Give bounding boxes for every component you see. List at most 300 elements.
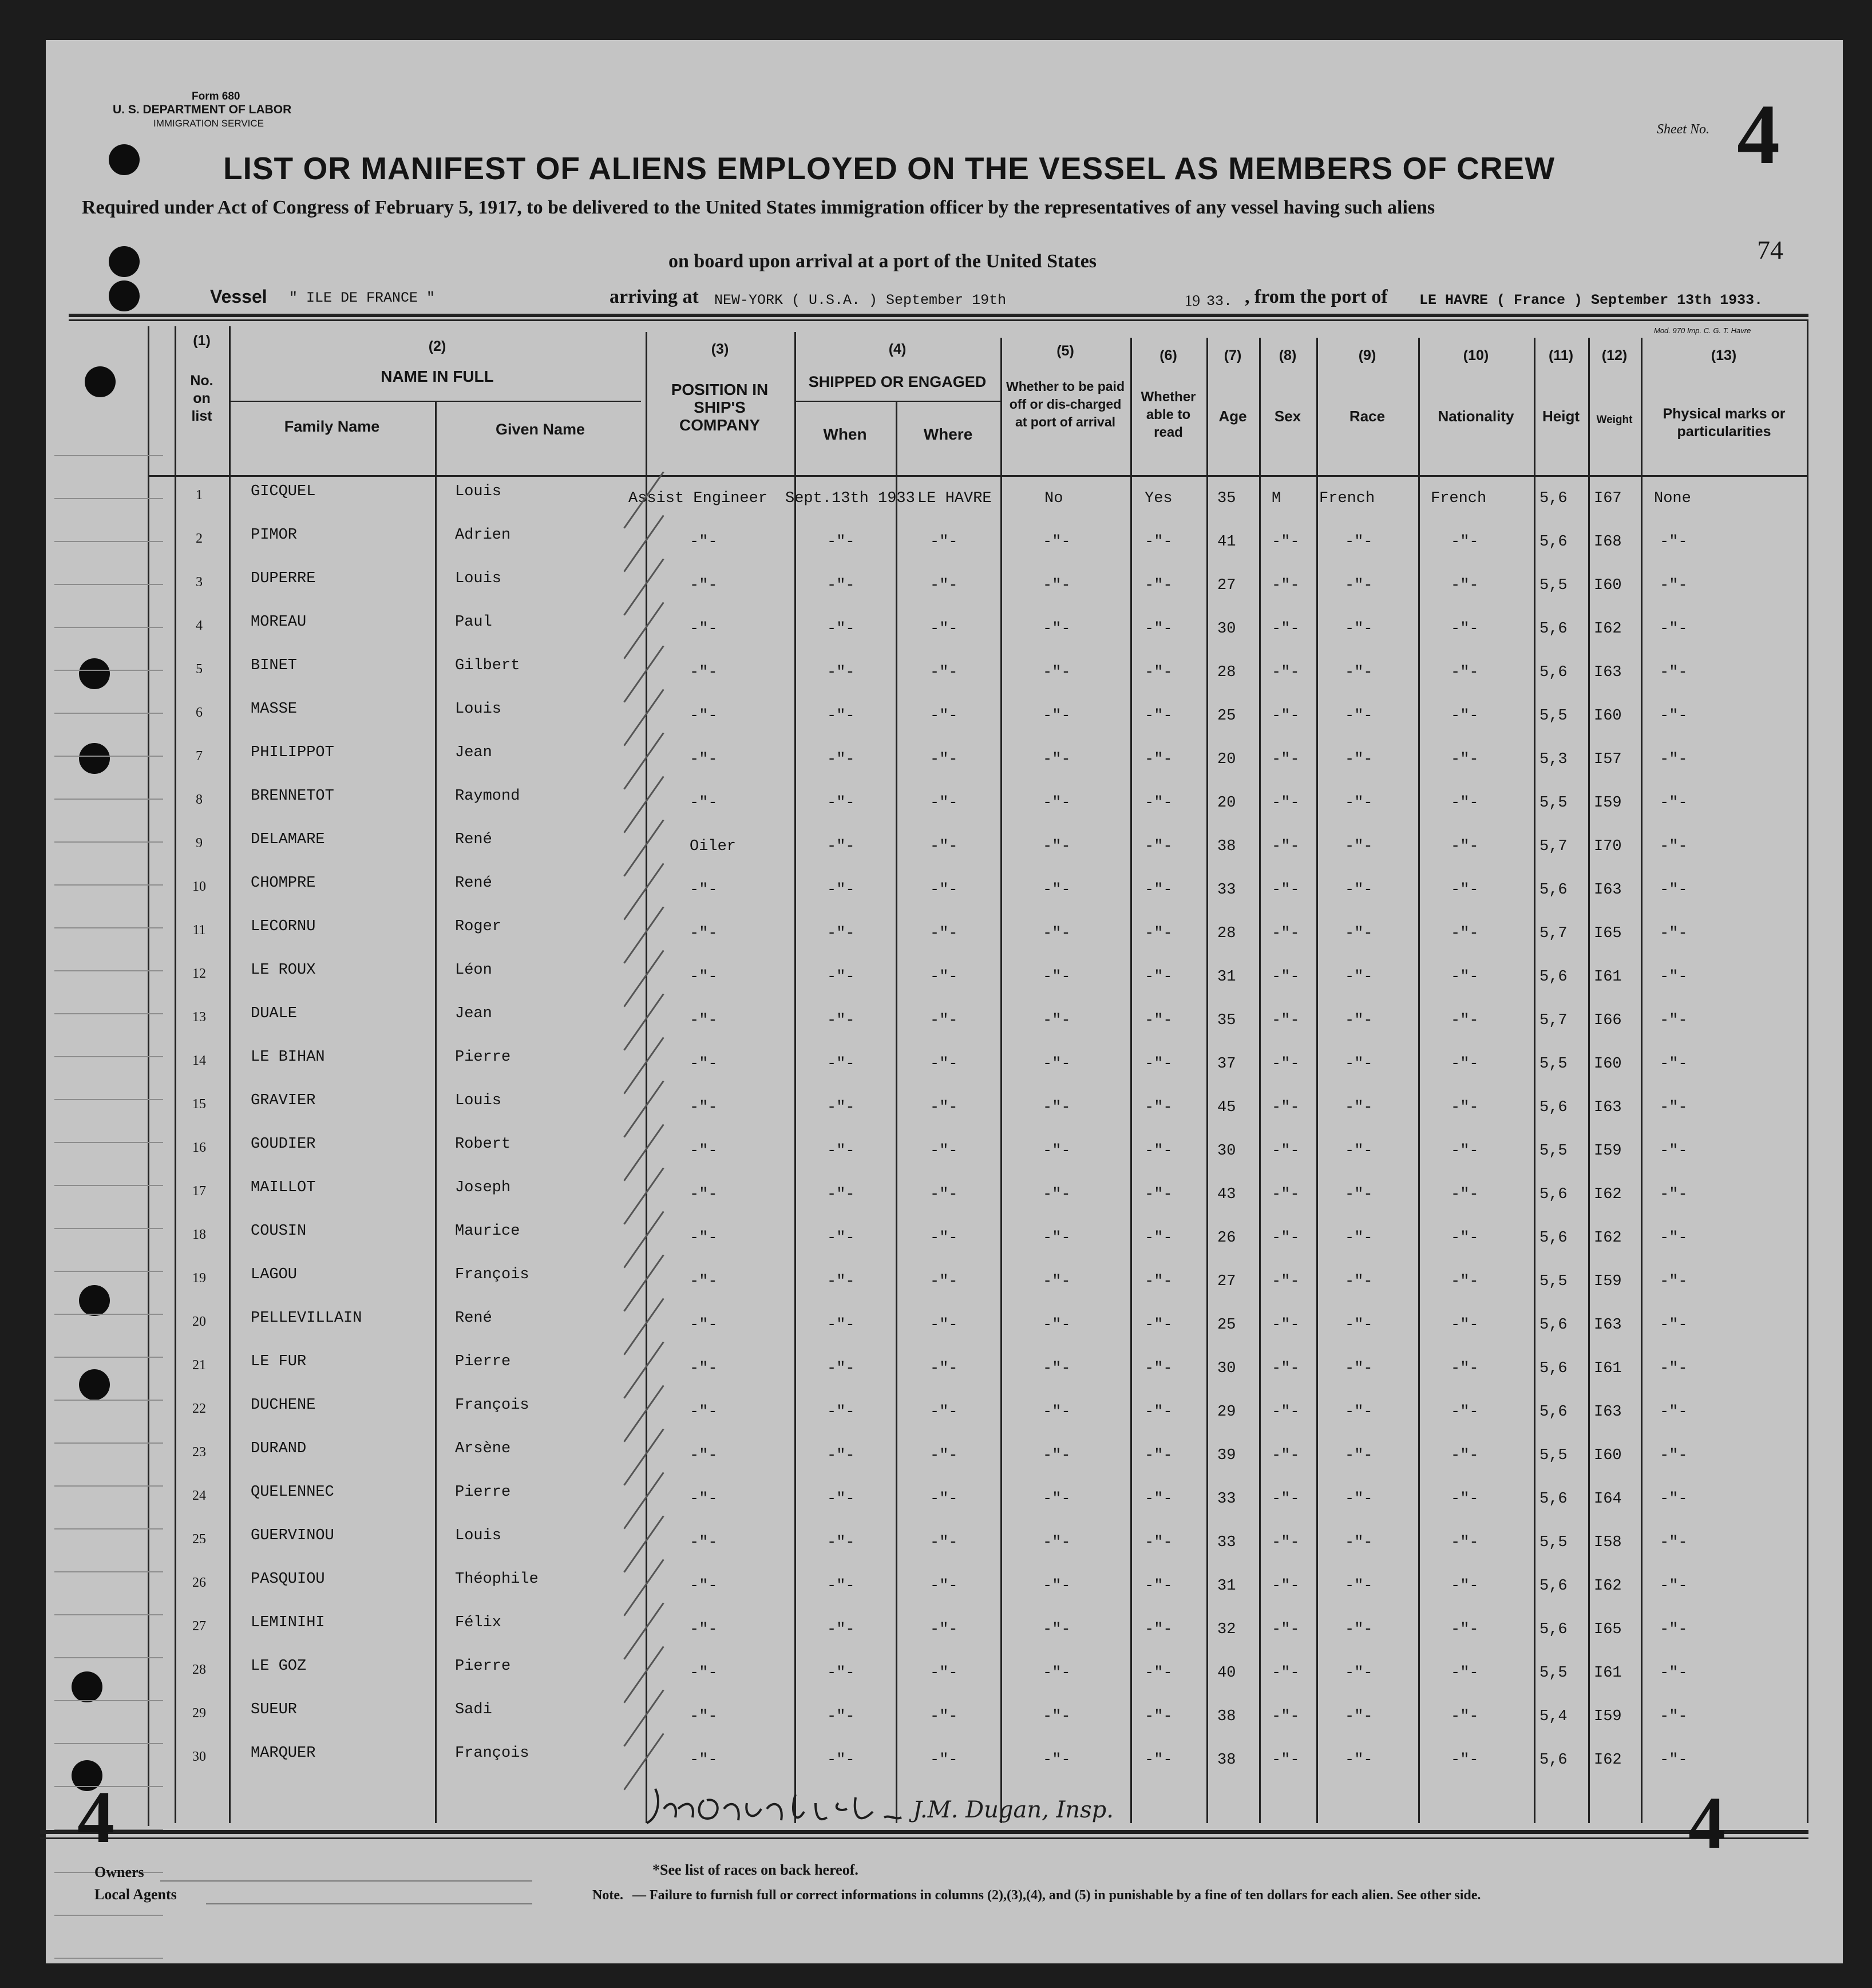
age-cell: 38 — [1217, 1752, 1236, 1769]
punch-hole — [79, 1369, 110, 1400]
row-number: 2 — [196, 531, 203, 546]
family-name-cell: GOUDIER — [251, 1136, 316, 1153]
margin-rule — [54, 1915, 163, 1916]
col-6-number: (6) — [1159, 347, 1177, 363]
height-cell: 5,6 — [1539, 969, 1568, 986]
shipped-where-cell: LE HAVRE — [917, 490, 992, 507]
race-cell: -"- — [1345, 1578, 1373, 1595]
row-number: 19 — [192, 1271, 206, 1286]
able-to-read-cell: -"- — [1145, 620, 1173, 638]
margin-rule — [54, 1958, 163, 1959]
col-11-number: (11) — [1548, 347, 1574, 363]
shipped-where-cell: -"- — [930, 620, 958, 638]
able-to-read-cell: -"- — [1145, 1186, 1173, 1203]
race-cell: -"- — [1345, 925, 1373, 942]
shipped-where-cell: -"- — [930, 1360, 958, 1377]
nationality-cell: -"- — [1451, 1534, 1479, 1551]
col-13-number: (13) — [1711, 347, 1737, 363]
col-2-label: NAME IN FULL — [381, 367, 494, 385]
paid-off-cell: -"- — [1043, 1665, 1071, 1682]
paid-off-cell: -"- — [1043, 1447, 1071, 1464]
given-name-cell: Louis — [455, 483, 502, 500]
able-to-read-cell: -"- — [1145, 1143, 1173, 1160]
given-name-cell: François — [455, 1266, 529, 1283]
height-cell: 5,6 — [1539, 1360, 1568, 1377]
weight-cell: I60 — [1594, 1447, 1622, 1464]
header-rule — [69, 319, 1808, 321]
able-to-read-cell: -"- — [1145, 1665, 1173, 1682]
margin-rule — [54, 498, 163, 499]
position-cell: -"- — [690, 751, 718, 768]
shipped-where-cell: -"- — [930, 969, 958, 986]
margin-rule — [54, 1271, 163, 1272]
able-to-read-cell: -"- — [1145, 925, 1173, 942]
paid-off-cell: -"- — [1043, 1360, 1071, 1377]
punch-hole — [72, 1671, 102, 1702]
physical-marks-cell: -"- — [1660, 1230, 1688, 1247]
age-cell: 43 — [1217, 1186, 1236, 1203]
margin-rule — [54, 1528, 163, 1529]
sex-cell: -"- — [1272, 1621, 1300, 1638]
sex-cell: -"- — [1272, 1578, 1300, 1595]
paid-off-cell: -"- — [1043, 577, 1071, 594]
sex-cell: -"- — [1272, 795, 1300, 812]
weight-cell: I60 — [1594, 708, 1622, 725]
race-cell: -"- — [1345, 838, 1373, 855]
given-name-cell: Adrien — [455, 527, 511, 544]
paid-off-cell: -"- — [1043, 533, 1071, 551]
given-name-cell: Pierre — [455, 1484, 511, 1501]
able-to-read-cell: -"- — [1145, 795, 1173, 812]
age-cell: 20 — [1217, 751, 1236, 768]
col-4b-label: Where — [923, 425, 973, 443]
position-cell: -"- — [690, 1708, 718, 1725]
note-label: Note. — [592, 1888, 623, 1903]
col-2b-label: Given Name — [495, 421, 585, 438]
paid-off-cell: -"- — [1043, 1708, 1071, 1725]
row-number: 11 — [192, 923, 206, 938]
nationality-cell: -"- — [1451, 1099, 1479, 1116]
able-to-read-cell: -"- — [1145, 577, 1173, 594]
shipped-where-cell: -"- — [930, 1708, 958, 1725]
height-cell: 5,5 — [1539, 708, 1568, 725]
given-name-cell: Arsène — [455, 1440, 511, 1457]
arrival-port-date: NEW-YORK ( U.S.A. ) September 19th — [714, 292, 1007, 309]
position-cell: -"- — [690, 1665, 718, 1682]
sex-cell: -"- — [1272, 708, 1300, 725]
weight-cell: I62 — [1594, 1186, 1622, 1203]
given-name-cell: Félix — [455, 1614, 502, 1631]
punch-hole — [79, 1285, 110, 1316]
row-number: 24 — [192, 1488, 206, 1503]
shipped-when-cell: -"- — [827, 1360, 855, 1377]
row-number: 30 — [192, 1749, 206, 1764]
col-1-number: (1) — [193, 333, 211, 349]
able-to-read-cell: -"- — [1145, 838, 1173, 855]
page-title: LIST OR MANIFEST OF ALIENS EMPLOYED ON THE VESSEL AS MEMBERS OF CREW — [223, 151, 1556, 186]
age-cell: 33 — [1217, 882, 1236, 899]
shipped-where-cell: -"- — [930, 1012, 958, 1029]
height-cell: 5,5 — [1539, 1143, 1568, 1160]
given-name-cell: Sadi — [455, 1701, 492, 1718]
physical-marks-cell: -"- — [1660, 795, 1688, 812]
weight-cell: I59 — [1594, 1273, 1622, 1290]
family-name-cell: BRENNETOT — [251, 788, 334, 805]
col-9-number: (9) — [1358, 347, 1376, 363]
height-cell: 5,7 — [1539, 1012, 1568, 1029]
vessel-name: " ILE DE FRANCE " — [289, 290, 436, 306]
punch-hole — [109, 280, 140, 311]
margin-rule — [54, 541, 163, 542]
weight-cell: I63 — [1594, 882, 1622, 899]
race-cell: -"- — [1345, 1012, 1373, 1029]
shipped-when-cell: -"- — [827, 1491, 855, 1508]
year-prefix: 19 — [1185, 292, 1200, 309]
race-cell: -"- — [1345, 1708, 1373, 1725]
margin-rule — [54, 884, 163, 886]
column-divider — [435, 401, 437, 1823]
given-name-cell: Pierre — [455, 1353, 511, 1370]
shipped-when-cell: -"- — [827, 1317, 855, 1334]
height-cell: 5,5 — [1539, 1665, 1568, 1682]
height-cell: 5,5 — [1539, 795, 1568, 812]
height-cell: 5,6 — [1539, 1752, 1568, 1769]
nationality-cell: -"- — [1451, 795, 1479, 812]
physical-marks-cell: -"- — [1660, 1360, 1688, 1377]
margin-rule — [54, 627, 163, 628]
able-to-read-cell: -"- — [1145, 1621, 1173, 1638]
row-number: 18 — [192, 1227, 206, 1242]
race-cell: -"- — [1345, 1665, 1373, 1682]
given-name-cell: Jean — [455, 744, 492, 761]
paid-off-cell: -"- — [1043, 1012, 1071, 1029]
shipped-when-cell: -"- — [827, 533, 855, 551]
position-cell: -"- — [690, 1752, 718, 1769]
age-cell: 33 — [1217, 1491, 1236, 1508]
col-2a-label: Family Name — [284, 418, 380, 435]
shipped-when-cell: -"- — [827, 751, 855, 768]
family-name-cell: GICQUEL — [251, 483, 316, 500]
able-to-read-cell: -"- — [1145, 664, 1173, 681]
paid-off-cell: -"- — [1043, 1230, 1071, 1247]
physical-marks-cell: -"- — [1660, 1534, 1688, 1551]
position-cell: -"- — [690, 708, 718, 725]
age-cell: 37 — [1217, 1056, 1236, 1073]
row-number: 9 — [196, 836, 203, 851]
shipped-when-cell: -"- — [827, 1708, 855, 1725]
family-name-cell: MOREAU — [251, 614, 307, 631]
sheet-number-left: 4 — [77, 1776, 114, 1859]
header-rule — [69, 314, 1808, 317]
height-cell: 5,6 — [1539, 533, 1568, 551]
given-name-cell: Louis — [455, 1527, 502, 1544]
shipped-where-cell: -"- — [930, 1273, 958, 1290]
shipped-where-cell: -"- — [930, 533, 958, 551]
height-cell: 5,6 — [1539, 1578, 1568, 1595]
shipped-when-cell: -"- — [827, 577, 855, 594]
weight-cell: I61 — [1594, 1360, 1622, 1377]
age-cell: 28 — [1217, 925, 1236, 942]
given-name-cell: René — [455, 831, 492, 848]
race-cell: -"- — [1345, 1404, 1373, 1421]
shipped-when-cell: -"- — [827, 1230, 855, 1247]
shipped-when-cell: -"- — [827, 664, 855, 681]
col-8-number: (8) — [1279, 347, 1297, 363]
height-cell: 5,5 — [1539, 1534, 1568, 1551]
given-name-cell: Roger — [455, 918, 502, 935]
age-cell: 26 — [1217, 1230, 1236, 1247]
able-to-read-cell: -"- — [1145, 1056, 1173, 1073]
col-4a-label: When — [823, 425, 867, 443]
age-cell: 27 — [1217, 1273, 1236, 1290]
weight-cell: I62 — [1594, 1230, 1622, 1247]
height-cell: 5,6 — [1539, 1099, 1568, 1116]
paid-off-cell: -"- — [1043, 882, 1071, 899]
race-cell: -"- — [1345, 1143, 1373, 1160]
weight-cell: I61 — [1594, 1665, 1622, 1682]
table-left-border — [148, 326, 149, 1826]
able-to-read-cell: -"- — [1145, 708, 1173, 725]
family-name-cell: PIMOR — [251, 527, 298, 544]
age-cell: 20 — [1217, 795, 1236, 812]
col-3-number: (3) — [711, 341, 729, 357]
nationality-cell: -"- — [1451, 838, 1479, 855]
age-cell: 30 — [1217, 620, 1236, 638]
height-cell: 5,6 — [1539, 1317, 1568, 1334]
weight-cell: I60 — [1594, 1056, 1622, 1073]
position-cell: -"- — [690, 1230, 718, 1247]
position-cell: -"- — [690, 1491, 718, 1508]
row-number: 8 — [196, 792, 203, 807]
margin-rule — [54, 1442, 163, 1444]
service-name: IMMIGRATION SERVICE — [153, 118, 264, 129]
height-cell: 5,6 — [1539, 1621, 1568, 1638]
col-4-number: (4) — [888, 341, 907, 357]
punch-hole — [85, 366, 116, 397]
column-divider — [1534, 338, 1535, 1823]
height-cell: 5,6 — [1539, 1404, 1568, 1421]
column-divider — [229, 326, 231, 1823]
given-name-cell: Maurice — [455, 1223, 520, 1240]
weight-cell: I68 — [1594, 533, 1622, 551]
family-name-cell: DELAMARE — [251, 831, 325, 848]
shipped-when-cell: -"- — [827, 1056, 855, 1073]
margin-rule — [54, 670, 163, 671]
footer-rule — [40, 1830, 1808, 1834]
age-cell: 45 — [1217, 1099, 1236, 1116]
sheet-number-right: 4 — [1688, 1782, 1725, 1864]
weight-cell: I65 — [1594, 925, 1622, 942]
margin-rule — [54, 927, 163, 928]
race-cell: -"- — [1345, 1360, 1373, 1377]
margin-rule — [54, 713, 163, 714]
sex-cell: -"- — [1272, 1360, 1300, 1377]
position-cell: -"- — [690, 577, 718, 594]
paid-off-cell: -"- — [1043, 969, 1071, 986]
col-10-number: (10) — [1463, 347, 1489, 363]
given-name-cell: Gilbert — [455, 657, 520, 674]
height-cell: 5,3 — [1539, 751, 1568, 768]
sex-cell: -"- — [1272, 1708, 1300, 1725]
given-name-cell: René — [455, 875, 492, 892]
owners-line — [160, 1880, 532, 1882]
column-divider — [1000, 338, 1002, 1823]
able-to-read-cell: -"- — [1145, 1491, 1173, 1508]
col-2-number: (2) — [428, 338, 446, 354]
paid-off-cell: -"- — [1043, 1621, 1071, 1638]
race-cell: -"- — [1345, 533, 1373, 551]
able-to-read-cell: -"- — [1145, 1099, 1173, 1116]
row-number: 20 — [192, 1314, 206, 1329]
subheader-rule — [229, 401, 641, 402]
row-number: 28 — [192, 1662, 206, 1677]
sex-cell: -"- — [1272, 533, 1300, 551]
shipped-where-cell: -"- — [930, 838, 958, 855]
margin-rule — [54, 799, 163, 800]
penalty-note: — Failure to furnish full or correct informations in columns (2),(3),(4), and (5) in punishable by a fine of ten dollars for each alien. See other side. — [632, 1888, 1481, 1903]
race-cell: -"- — [1345, 1099, 1373, 1116]
margin-rule — [54, 1228, 163, 1229]
shipped-when-cell: -"- — [827, 1186, 855, 1203]
margin-rule — [54, 1314, 163, 1315]
physical-marks-cell: -"- — [1660, 1578, 1688, 1595]
given-name-cell: Pierre — [455, 1049, 511, 1066]
given-name-cell: Raymond — [455, 788, 520, 805]
position-cell: -"- — [690, 795, 718, 812]
shipped-where-cell: -"- — [930, 577, 958, 594]
shipped-where-cell: -"- — [930, 1143, 958, 1160]
column-divider — [794, 332, 796, 1823]
age-cell: 25 — [1217, 1317, 1236, 1334]
paid-off-cell: -"- — [1043, 1273, 1071, 1290]
margin-rule — [54, 1571, 163, 1572]
height-cell: 5,6 — [1539, 1230, 1568, 1247]
age-cell: 32 — [1217, 1621, 1236, 1638]
shipped-where-cell: -"- — [930, 795, 958, 812]
row-number: 7 — [196, 749, 203, 764]
local-agents-label: Local Agents — [94, 1886, 177, 1903]
nationality-cell: -"- — [1451, 664, 1479, 681]
position-cell: -"- — [690, 1186, 718, 1203]
shipped-where-cell: -"- — [930, 1186, 958, 1203]
able-to-read-cell: -"- — [1145, 1534, 1173, 1551]
physical-marks-cell: -"- — [1660, 1665, 1688, 1682]
shipped-where-cell: -"- — [930, 1534, 958, 1551]
row-number: 12 — [192, 966, 206, 981]
shipped-when-cell: -"- — [827, 1273, 855, 1290]
weight-cell: I58 — [1594, 1534, 1622, 1551]
paid-off-cell: -"- — [1043, 751, 1071, 768]
position-cell: -"- — [690, 620, 718, 638]
sex-cell: -"- — [1272, 838, 1300, 855]
family-name-cell: LE BIHAN — [251, 1049, 325, 1066]
position-cell: -"- — [690, 1447, 718, 1464]
weight-cell: I63 — [1594, 1317, 1622, 1334]
col-8-label: Sex — [1274, 408, 1301, 425]
shipped-when-cell: -"- — [827, 1099, 855, 1116]
col-12-number: (12) — [1601, 347, 1628, 363]
col-11-label: Heigt — [1542, 408, 1580, 425]
height-cell: 5,5 — [1539, 1056, 1568, 1073]
paid-off-cell: -"- — [1043, 1317, 1071, 1334]
shipped-where-cell: -"- — [930, 708, 958, 725]
margin-rule — [54, 1657, 163, 1658]
given-name-cell: François — [455, 1397, 529, 1414]
weight-cell: I60 — [1594, 577, 1622, 594]
col-12-label: Weight — [1596, 414, 1633, 426]
nationality-cell: -"- — [1451, 1273, 1479, 1290]
margin-rule — [54, 756, 163, 757]
column-divider — [1588, 338, 1590, 1823]
nationality-cell: -"- — [1451, 751, 1479, 768]
margin-rule — [54, 1013, 163, 1014]
race-cell: -"- — [1345, 577, 1373, 594]
family-name-cell: MAILLOT — [251, 1179, 316, 1196]
col-13-label: Physical marks or particularities — [1663, 406, 1786, 440]
height-cell: 5,7 — [1539, 925, 1568, 942]
departure-port-date: LE HAVRE ( France ) September 13th 1933. — [1419, 292, 1763, 309]
height-cell: 5,6 — [1539, 664, 1568, 681]
nationality-cell: -"- — [1451, 1230, 1479, 1247]
weight-cell: I63 — [1594, 1099, 1622, 1116]
able-to-read-cell: -"- — [1145, 882, 1173, 899]
margin-rule — [54, 1099, 163, 1100]
shipped-when-cell: -"- — [827, 1404, 855, 1421]
age-cell: 41 — [1217, 533, 1236, 551]
age-cell: 29 — [1217, 1404, 1236, 1421]
row-number: 25 — [192, 1532, 206, 1547]
margin-rule — [54, 1142, 163, 1143]
punch-hole — [79, 658, 110, 689]
weight-cell: I63 — [1594, 1404, 1622, 1421]
position-cell: -"- — [690, 1012, 718, 1029]
nationality-cell: -"- — [1451, 1143, 1479, 1160]
shipped-when-cell: -"- — [827, 1534, 855, 1551]
position-cell: -"- — [690, 1273, 718, 1290]
given-name-cell: Paul — [455, 614, 492, 631]
margin-rule — [54, 1185, 163, 1186]
physical-marks-cell: -"- — [1660, 1056, 1688, 1073]
sheet-label: Sheet No. — [1657, 122, 1709, 137]
row-number: 17 — [192, 1184, 206, 1199]
family-name-cell: COUSIN — [251, 1223, 307, 1240]
family-name-cell: CHOMPRE — [251, 875, 316, 892]
margin-rule — [54, 970, 163, 971]
nationality-cell: -"- — [1451, 1186, 1479, 1203]
sex-cell: -"- — [1272, 882, 1300, 899]
physical-marks-cell: -"- — [1660, 1099, 1688, 1116]
physical-marks-cell: -"- — [1660, 882, 1688, 899]
col-1-label: No. on list — [190, 373, 213, 424]
col-9-label: Race — [1349, 408, 1386, 425]
column-divider — [1418, 338, 1420, 1823]
margin-rule — [54, 1400, 163, 1401]
shipped-when-cell: -"- — [827, 1752, 855, 1769]
family-name-cell: PHILIPPOT — [251, 744, 334, 761]
weight-cell: I65 — [1594, 1621, 1622, 1638]
family-name-cell: DUPERRE — [251, 570, 316, 587]
given-name-cell: René — [455, 1310, 492, 1327]
column-divider — [1259, 338, 1261, 1823]
family-name-cell: DUALE — [251, 1005, 298, 1022]
race-cell: -"- — [1345, 620, 1373, 638]
sex-cell: -"- — [1272, 664, 1300, 681]
column-divider — [1130, 338, 1132, 1823]
age-cell: 25 — [1217, 708, 1236, 725]
shipped-where-cell: -"- — [930, 1578, 958, 1595]
physical-marks-cell: -"- — [1660, 533, 1688, 551]
physical-marks-cell: -"- — [1660, 1273, 1688, 1290]
